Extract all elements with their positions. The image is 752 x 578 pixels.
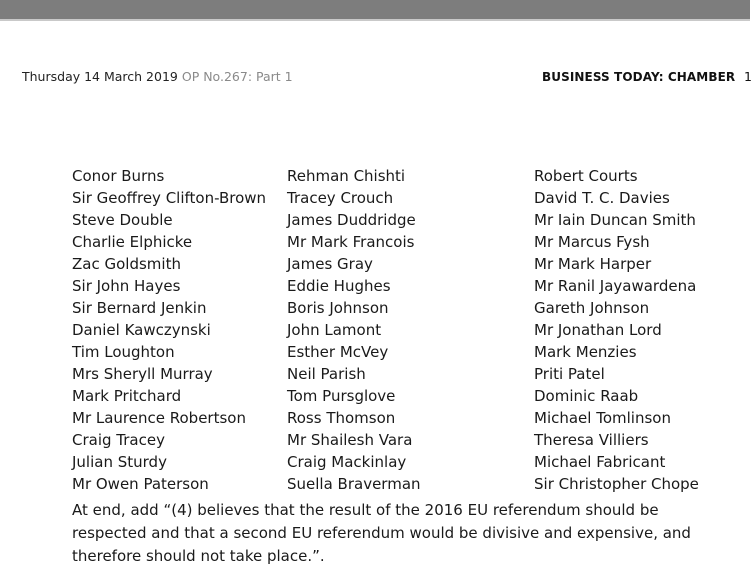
signatory-name: James Duddridge [287, 211, 416, 229]
top-toolbar-bar [0, 0, 750, 19]
top-toolbar-edge [0, 19, 750, 21]
signatory-name: Eddie Hughes [287, 277, 391, 295]
signatory-name: Mr Mark Harper [534, 255, 652, 273]
signatory-name: Zac Goldsmith [72, 255, 181, 273]
signatory-name: Neil Parish [287, 365, 366, 383]
signatory-name: Michael Fabricant [534, 453, 666, 471]
signatory-name: Tracey Crouch [287, 189, 394, 207]
signatory-name: Mr Jonathan Lord [534, 321, 662, 339]
signatory-name: David T. C. Davies [534, 189, 670, 207]
signatory-name: Steve Double [72, 211, 173, 229]
signatory-name: Mr Shailesh Vara [287, 431, 413, 449]
signatory-name: Sir Christopher Chope [534, 475, 699, 493]
signatory-name: Mrs Sheryll Murray [72, 365, 213, 383]
signatory-name: Mr Mark Francois [287, 233, 415, 251]
signatory-name: Michael Tomlinson [534, 409, 671, 427]
signatory-name: Mr Marcus Fysh [534, 233, 650, 251]
signatory-name: Gareth Johnson [534, 299, 650, 317]
amendment-line: therefore should not take place.”. [72, 547, 325, 565]
signatory-name: Mark Menzies [534, 343, 637, 361]
signatory-name: Priti Patel [534, 365, 605, 383]
amendment-line: At end, add “(4) believes that the result of the 2016 EU referendum should be [72, 501, 659, 519]
signatory-name: Mr Laurence Robertson [72, 409, 246, 427]
amendment-line: respected and that a second EU referendum would be divisive and expensive, and [72, 524, 691, 542]
signatory-name: Mr Owen Paterson [72, 475, 209, 493]
signatory-column-1 [72, 165, 266, 495]
signatory-name: Mark Pritchard [72, 387, 182, 405]
header-section-title: BUSINESS TODAY: CHAMBER [542, 70, 736, 84]
header-op-number: OP No.267: Part 1 [181, 69, 293, 84]
signatory-name: John Lamont [287, 321, 382, 339]
signatory-name: Sir John Hayes [72, 277, 181, 295]
signatory-name: Dominic Raab [534, 387, 639, 405]
signatory-column-2 [287, 165, 421, 495]
signatory-name: Tim Loughton [72, 343, 175, 361]
page-header [22, 68, 750, 86]
signatory-name: James Gray [287, 255, 373, 273]
amendment-text [72, 499, 722, 568]
signatory-name: Esther McVey [287, 343, 389, 361]
signatory-name: Craig Tracey [72, 431, 165, 449]
signatory-name: Charlie Elphicke [72, 233, 193, 251]
signatory-name: Daniel Kawczynski [72, 321, 211, 339]
signatory-name: Ross Thomson [287, 409, 396, 427]
signatory-name: Robert Courts [534, 167, 638, 185]
signatory-name: Craig Mackinlay [287, 453, 407, 471]
signatory-name: Julian Sturdy [72, 453, 167, 471]
signatory-name: Boris Johnson [287, 299, 389, 317]
signatory-name: Theresa Villiers [534, 431, 649, 449]
signatory-name: Sir Bernard Jenkin [72, 299, 207, 317]
header-page-number: 1 [744, 69, 752, 84]
header-date-line [22, 68, 293, 86]
signatory-name: Sir Geoffrey Clifton-Brown [72, 189, 267, 207]
header-date: Thursday 14 March 2019 [22, 69, 178, 84]
signatory-name: Suella Braverman [287, 475, 421, 493]
signatory-name: Mr Iain Duncan Smith [534, 211, 696, 229]
signatory-column-3 [534, 165, 699, 495]
signatory-name: Tom Pursglove [287, 387, 396, 405]
signatory-name: Rehman Chishti [287, 167, 406, 185]
signatory-name: Mr Ranil Jayawardena [534, 277, 697, 295]
signatory-name: Conor Burns [72, 167, 165, 185]
